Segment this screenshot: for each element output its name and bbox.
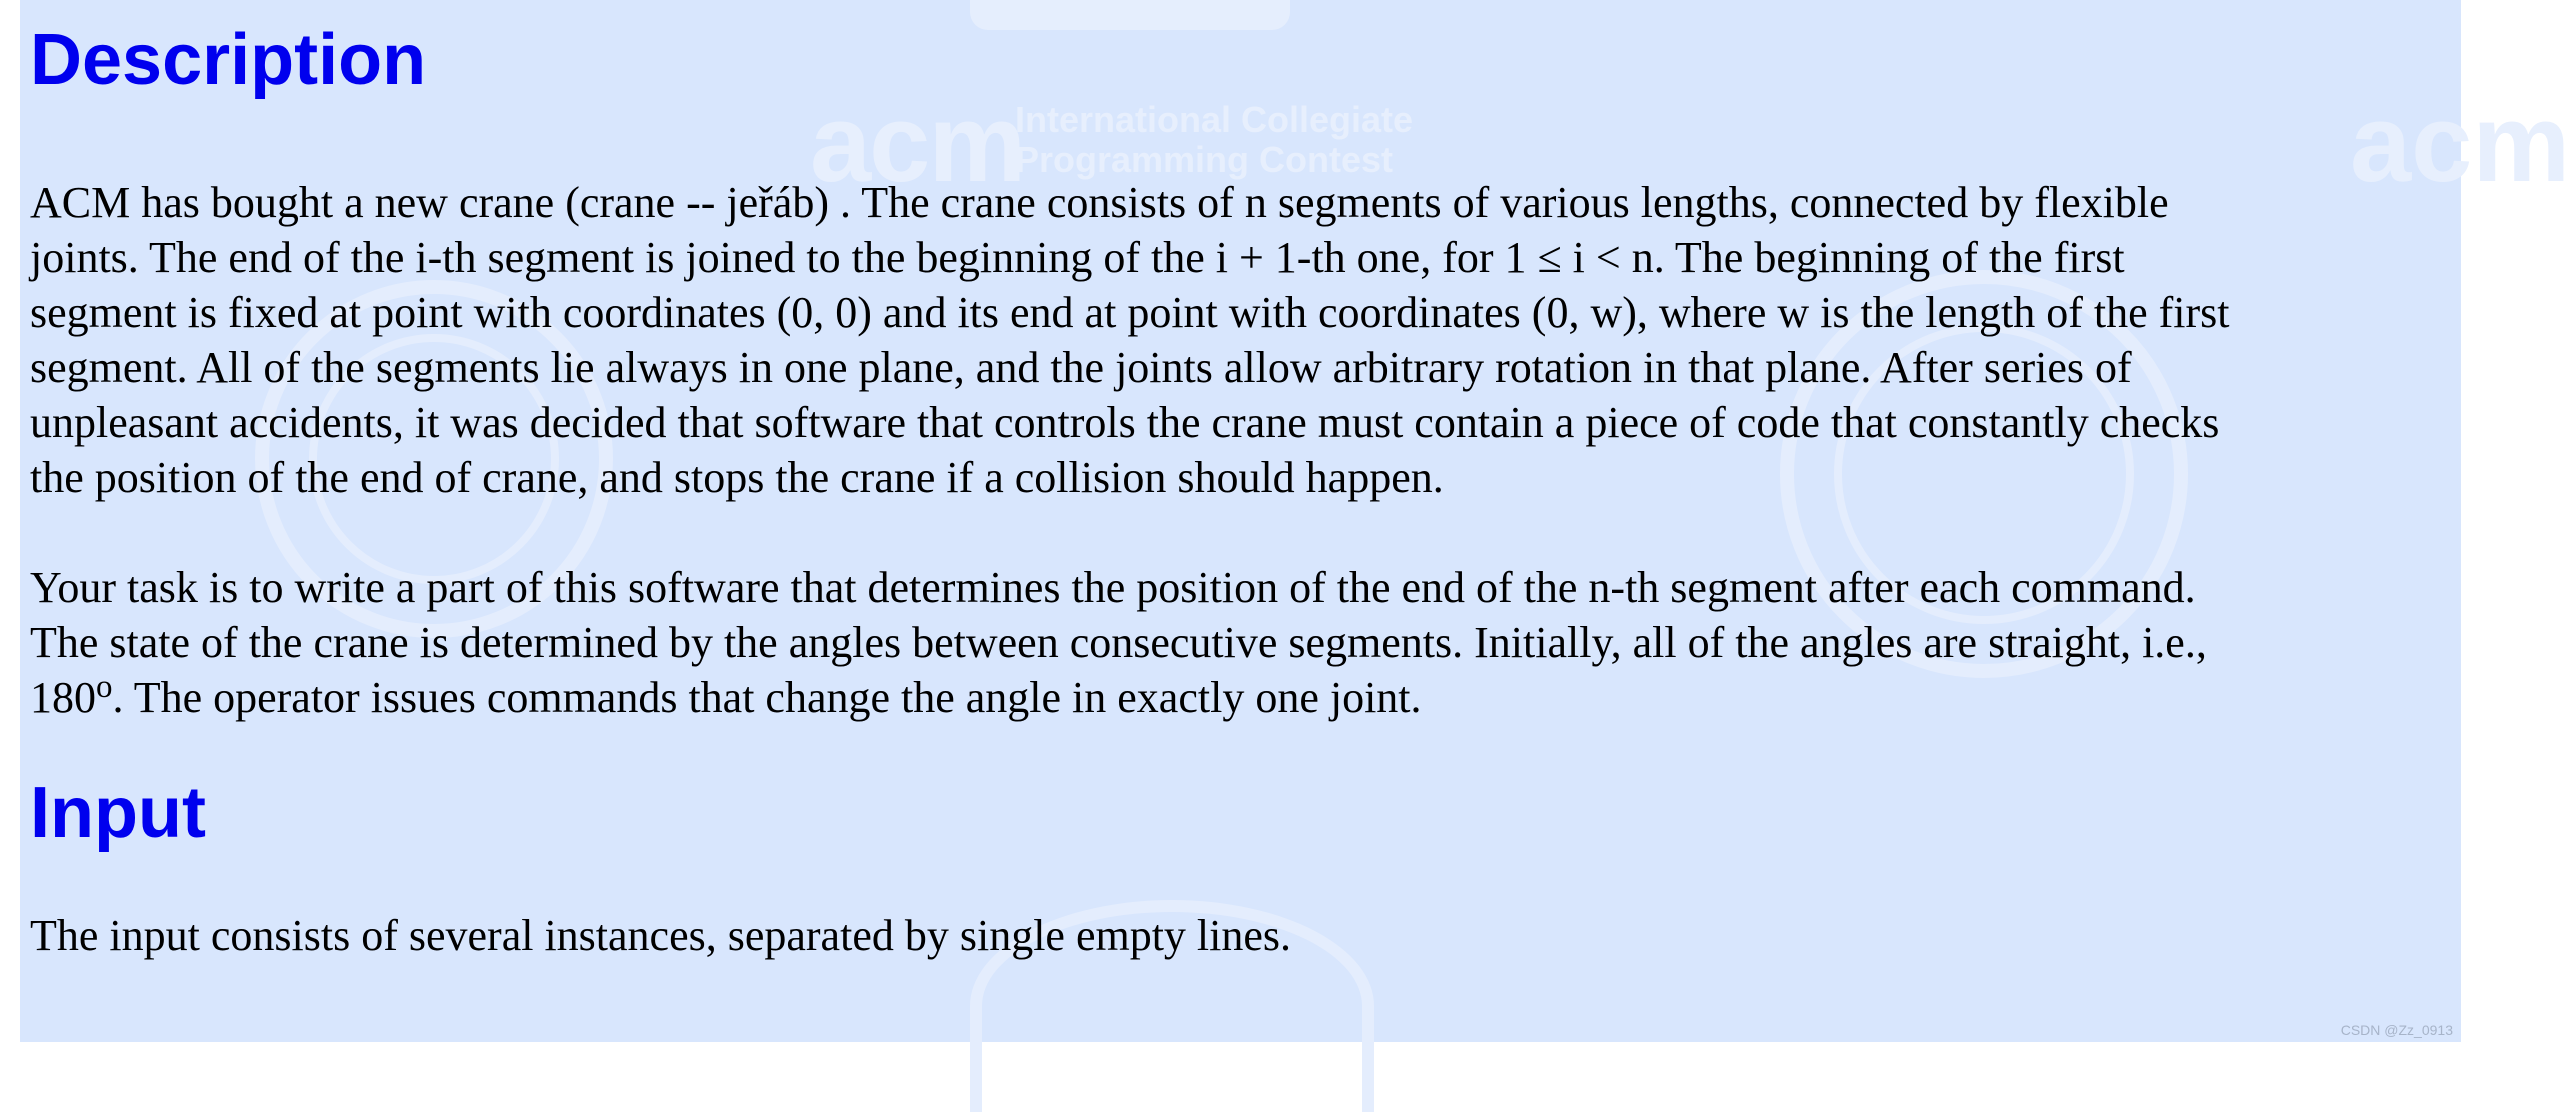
watermark-acm-logo: acm (810, 82, 1025, 205)
description-p2-line: . The operator issues commands that change the angle in exactly one joint. (112, 673, 1422, 722)
csdn-credit: CSDN @Zz_0913 (2340, 1022, 2453, 1038)
problem-page (20, 0, 2570, 1042)
description-p2-line: Your task is to write a part of this software that determines the position of the end of the n-th segment after each command. (30, 563, 2196, 612)
problem-content (20, 0, 2450, 963)
input-heading: Input (30, 773, 206, 853)
description-p1-line: joints. The end of the i-th segment is joined to the beginning of the i + 1-th one, for 1 ≤ i < n. The beginning of the first (30, 233, 2125, 282)
description-p1-line: segment. All of the segments lie always in one plane, and the joints allow arbitrary rotation in that plane. After series of (30, 343, 2132, 392)
description-p1-line: ACM has bought a new crane (crane -- jeřáb) . The crane consists of n segments of various lengths, connected by flexible (30, 178, 2169, 227)
description-p1-line: unpleasant accidents, it was decided that software that controls the crane must contain a piece of code that constantly checks (30, 398, 2220, 447)
description-p2-line: The state of the crane is determined by the angles between consecutive segments. Initially, all of the angles are straight, i.e., (30, 618, 2207, 667)
description-paragraph-1 (30, 175, 2450, 505)
description-paragraph-2 (30, 560, 2450, 725)
angle-value: 180 (30, 673, 96, 722)
description-p1-line: the position of the end of crane, and stops the crane if a collision should happen. (30, 453, 1444, 502)
description-p1-line: segment is fixed at point with coordinates (0, 0) and its end at point with coordinates (0, w), where w is the length of the first (30, 288, 2230, 337)
watermark-acm-subtitle: International Collegiate Programming Contest (1015, 99, 1414, 180)
degree-symbol: o (96, 669, 113, 705)
input-paragraph: The input consists of several instances, separated by single empty lines. (30, 911, 1292, 960)
description-heading: Description (30, 20, 427, 100)
watermark-acm-logo-right: acm (2350, 82, 2570, 205)
